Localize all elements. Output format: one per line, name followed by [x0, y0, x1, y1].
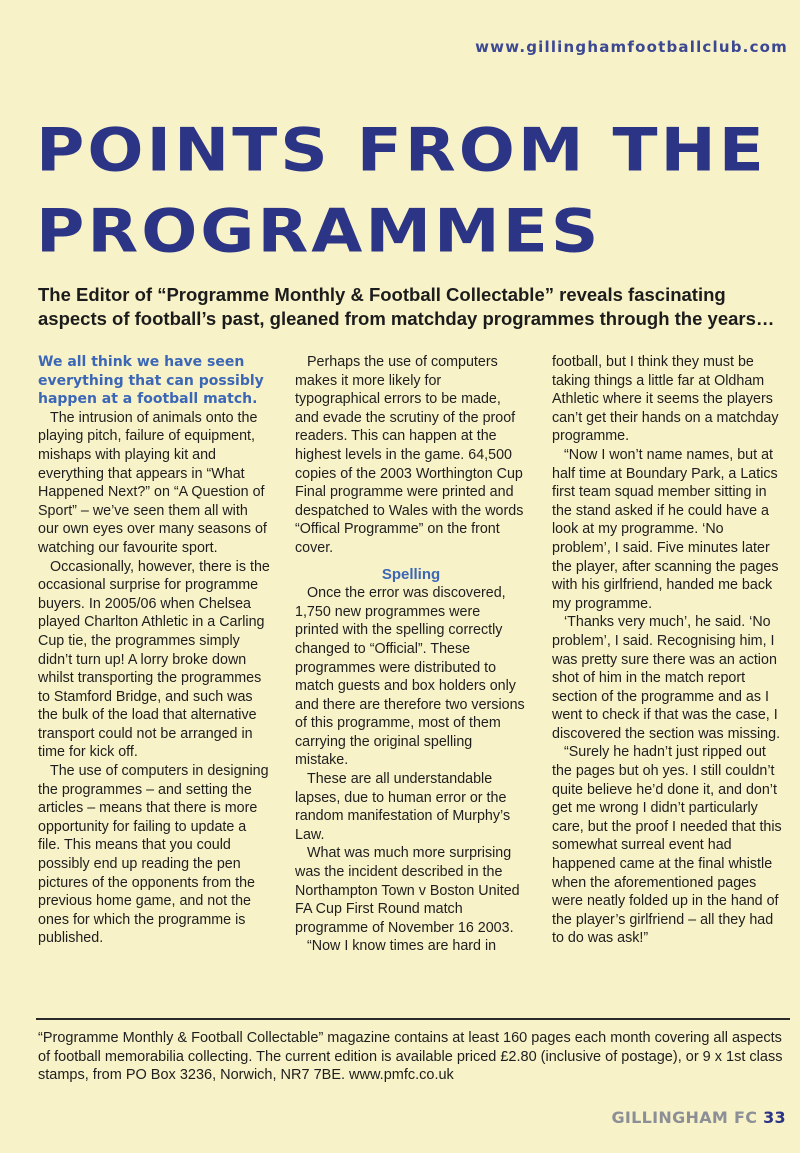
paragraph: The use of computers in designing the programmes – and setting the articles – means that there is more opportunity for failing to update a file. This means that you could possibly end up reading the pen pictures of the opponents from the previous home game, and not the ones for which the programme is published. — [38, 763, 269, 947]
article-column-3 — [552, 353, 784, 948]
footer-note: “Programme Monthly & Football Collectable” magazine contains at least 160 pages each month covering all aspects of football memorabilia collecting. The current edition is available priced £2.80 (inclusive of postage), or 9 x 1st class stamps, from PO Box 3236, Norwich, NR7 7BE. www.pmfc.co.uk — [38, 1030, 783, 1083]
website-url: www.gillinghamfootballclub.com — [475, 38, 788, 56]
article-standfirst: The Editor of “Programme Monthly & Football Collectable” reveals fascinating aspects of football’s past, gleaned from matchday programmes through the years… — [38, 284, 775, 329]
paragraph: The intrusion of animals onto the playing pitch, failure of equipment, mishaps with playing kit and everything that appears in “What Happened Next?” on “A Question of Sport” – we’ve seen them all with our own eyes over many seasons of watching our favourite sport. — [38, 409, 267, 556]
paragraph: football, but I think they must be taking things a little far at Oldham Athletic where it seems the players can’t get their hands on a matchday programme. — [552, 354, 779, 445]
page-number: 33 — [763, 1108, 786, 1127]
paragraph: Once the error was discovered, 1,750 new programmes were printed with the spelling correctly changed to “Official”. These programmes were distributed to match guests and box holders only and there are therefore two versions of this programme, most of them carrying the original spelling mistake. — [295, 585, 525, 769]
paragraph: “Now I won’t name names, but at half time at Boundary Park, a Latics first team squad member sitting in the stand asked if he could have a look at my programme. ‘No problem’, I said. Five minutes later the player, after scanning the pages with his girlfriend, handed me back my programme. — [552, 446, 779, 612]
article-column-1 — [38, 353, 270, 948]
article-lead: We all think we have seen everything that can possibly happen at a football match. — [38, 354, 264, 408]
paragraph: These are all understandable lapses, due to human error or the random manifestation of Murphy’s Law. — [295, 771, 511, 843]
article-column-2 — [295, 353, 527, 956]
paragraph: What was much more surprising was the incident described in the Northampton Town v Boston United FA Cup First Round match programme of November 16 2003. — [295, 845, 520, 936]
footer-divider — [36, 1018, 790, 1020]
paragraph: Occasionally, however, there is the occasional surprise for programme buyers. In 2005/06 when Chelsea played Charlton Athletic in a Carling Cup tie, the programmes simply didn’t turn up! A lorry broke down whilst transporting the programmes to Stamford Bridge, and such was the bulk of the load that alternative transport could not be arranged in time for kick off. — [38, 558, 270, 761]
paragraph: Perhaps the use of computers makes it more likely for typographical errors to be made, and evade the scrutiny of the proof readers. This can happen at the highest levels in the game. 64,500 copies of the 2003 Worthington Cup Final programme were printed and despatched to Wales with the words “Offical Programme” on the front cover. — [295, 354, 524, 556]
section-subheading: Spelling — [381, 565, 441, 583]
page-footer-brand — [611, 1108, 786, 1127]
paragraph: “Surely he hadn’t just ripped out the pages but oh yes. I still couldn’t quite believe he’d done it, and don’t get me wrong I didn’t particularly care, but the proof I needed that this somewhat surreal event had happened came at the final whistle when the aforementioned pages were neatly folded up in the hand of the player’s girlfriend – all they had to do was ask!” — [552, 744, 782, 947]
paragraph: “Now I know times are hard in — [307, 938, 497, 955]
page-title: POINTS FROM THE PROGRAMMES — [36, 115, 767, 266]
brand-name: GILLINGHAM FC — [611, 1108, 758, 1127]
paragraph: ‘Thanks very much’, he said. ‘No problem’, I said. Recognising him, I was pretty sure there was an action shot of him in the match report section of the programme and as I went to check if that was the case, I discovered the section was missing. — [552, 614, 781, 742]
